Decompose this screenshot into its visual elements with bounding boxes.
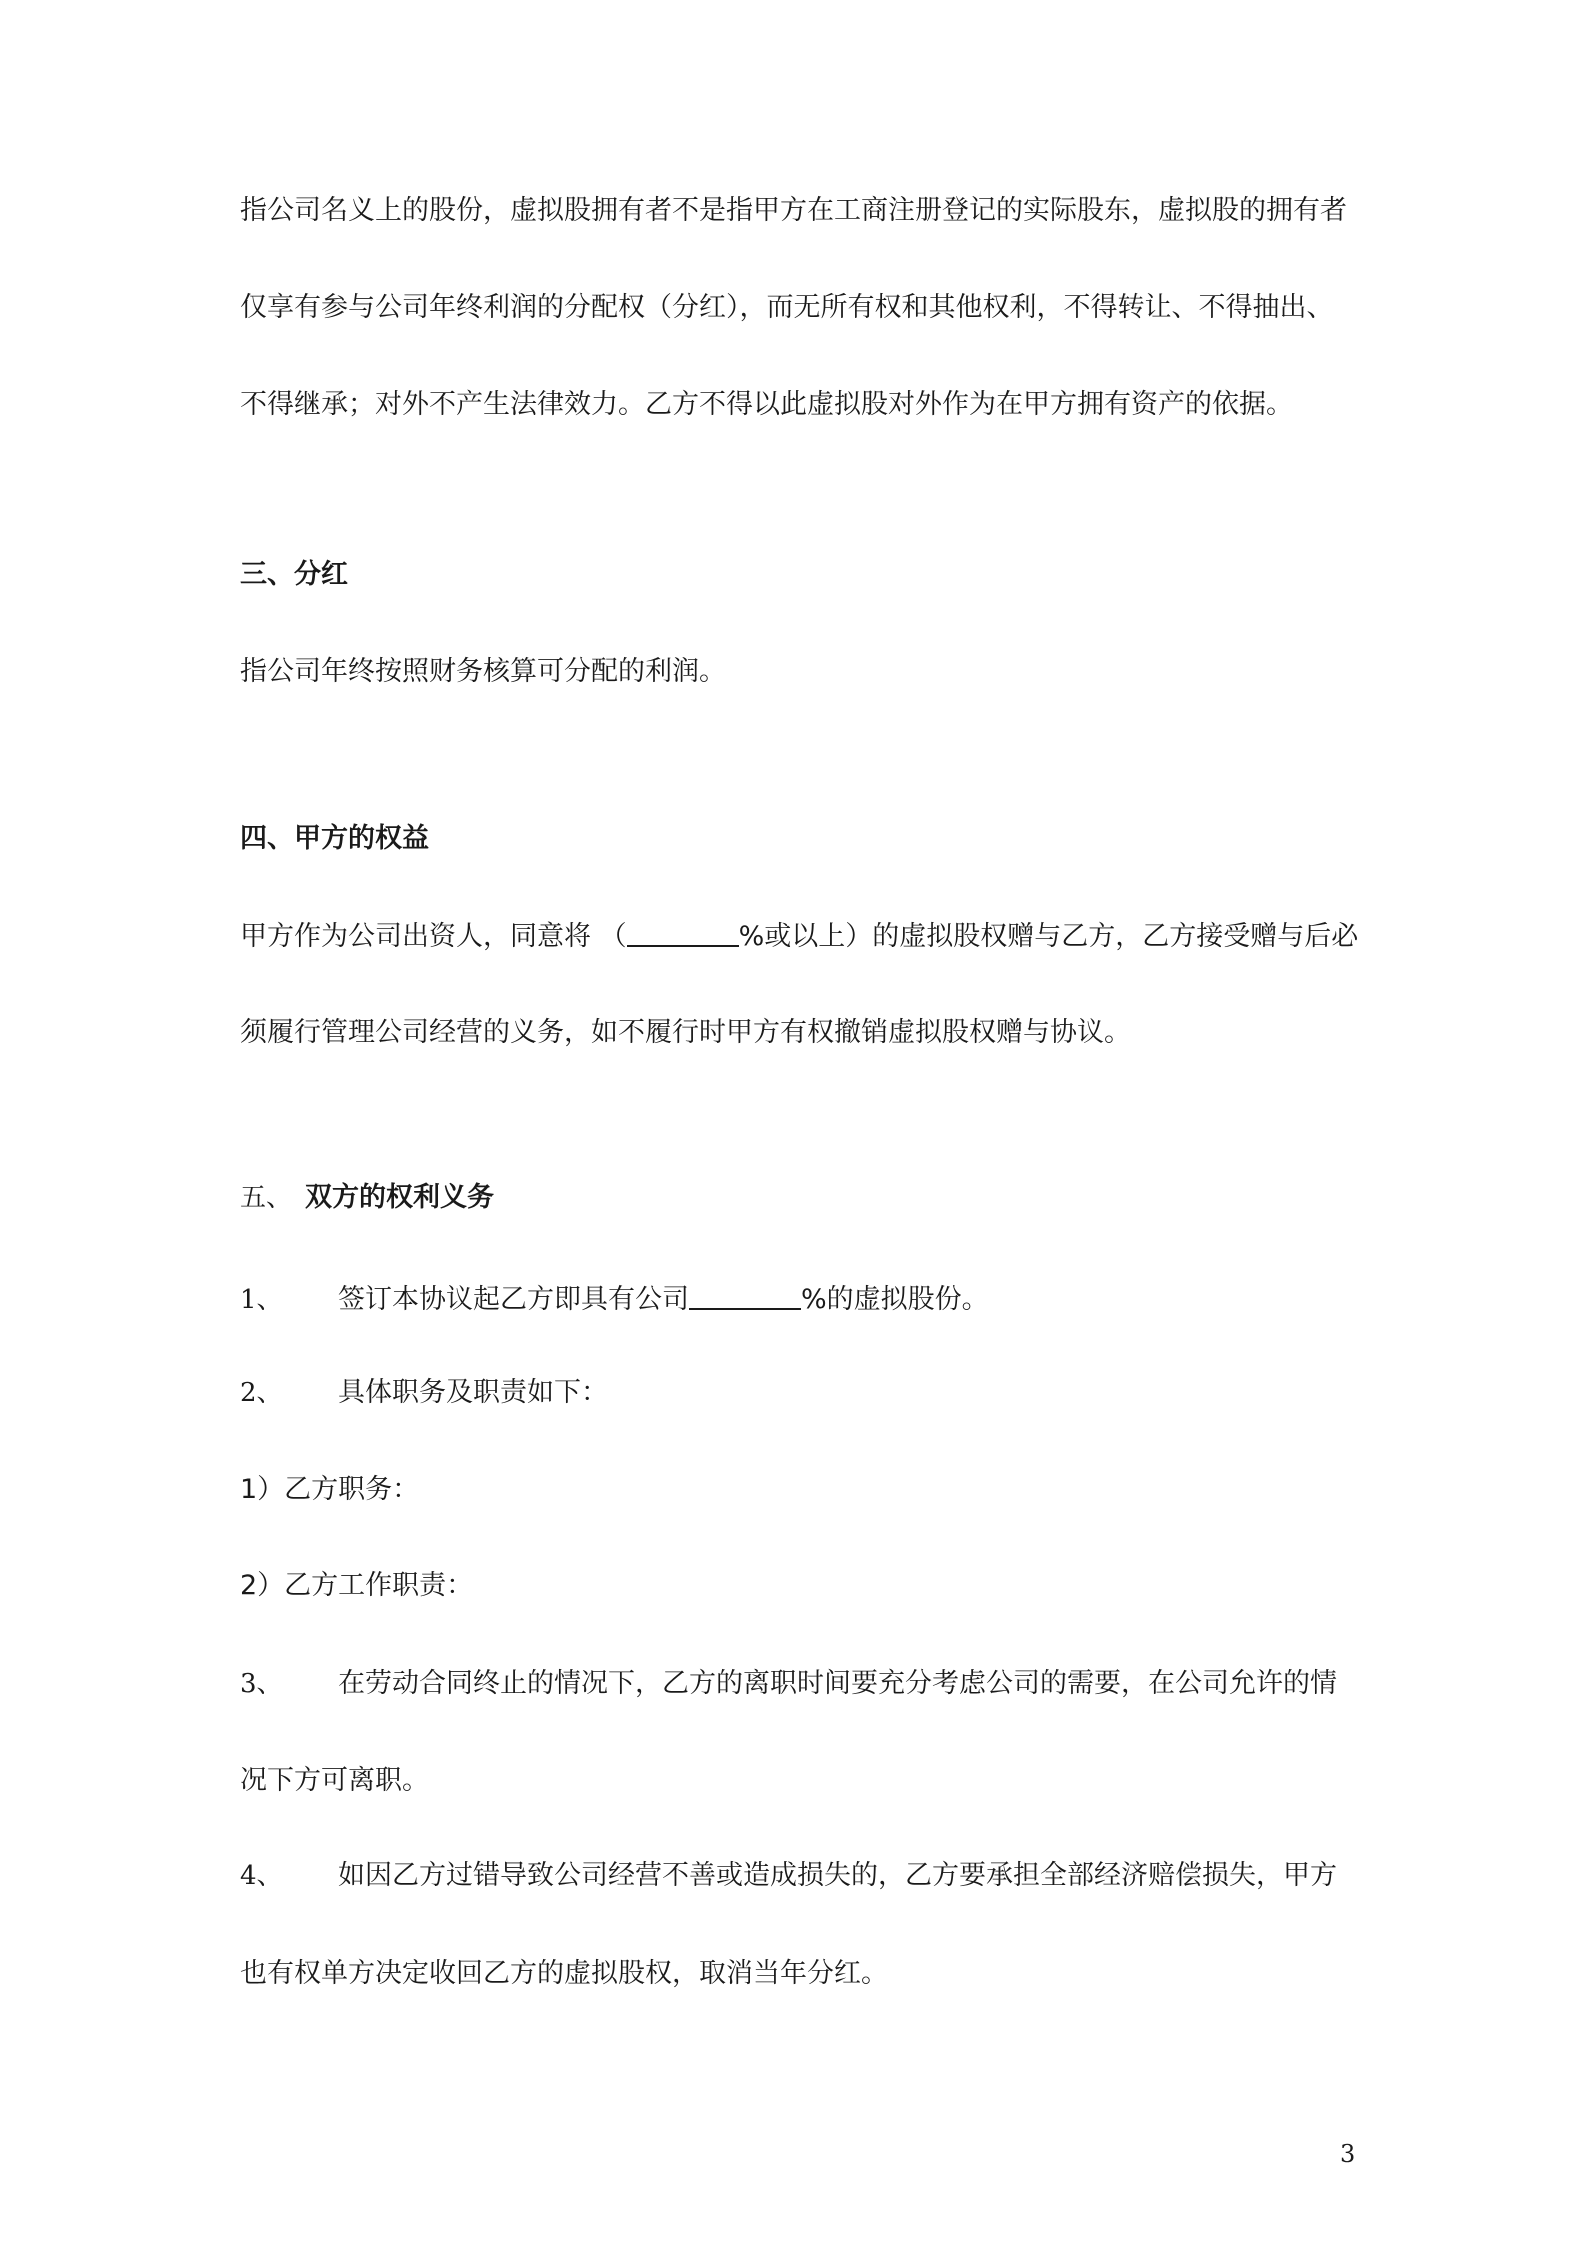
intro-line-3: 不得继承；对外不产生法律效力。乙方不得以此虚拟股对外作为在甲方拥有资产的依据。 bbox=[240, 389, 1293, 420]
section-3-text: 指公司年终按照财务核算可分配的利润。 bbox=[240, 656, 726, 687]
item-4-line-2: 也有权单方决定收回乙方的虚拟股权，取消当年分红。 bbox=[240, 1958, 888, 1989]
item-1-text-b: %的虚拟股份。 bbox=[801, 1284, 989, 1315]
item-4-line-1: 如因乙方过错导致公司经营不善或造成损失的，乙方要承担全部经济赔偿损失，甲方 bbox=[338, 1860, 1337, 1891]
section-4-line-2: 须履行管理公司经营的义务，如不履行时甲方有权撤销虚拟股权赠与协议。 bbox=[240, 1017, 1131, 1048]
sub-item-2: 2）乙方工作职责： bbox=[240, 1570, 474, 1601]
intro-line-1: 指公司名义上的股份，虚拟股拥有者不是指甲方在工商注册登记的实际股东，虚拟股的拥有者 bbox=[240, 195, 1347, 226]
item-4-number: 4、 bbox=[240, 1861, 283, 1891]
section-5-heading: 双方的权利义务 bbox=[305, 1182, 494, 1213]
page-number: 3 bbox=[1340, 2140, 1356, 2168]
intro-line-2: 仅享有参与公司年终利润的分配权（分红），而无所有权和其他权利，不得转让、不得抽出、 bbox=[240, 292, 1334, 323]
item-1-text bbox=[338, 1283, 989, 1317]
section-5-heading-number: 五、 bbox=[240, 1183, 293, 1213]
item-1-text-a: 签订本协议起乙方即具有公司 bbox=[338, 1284, 689, 1315]
fill-in-blank bbox=[689, 1284, 801, 1310]
item-3-line-1: 在劳动合同终止的情况下，乙方的离职时间要充分考虑公司的需要，在公司允许的情 bbox=[338, 1668, 1337, 1699]
sub-item-1: 1）乙方职务： bbox=[240, 1474, 420, 1505]
item-2-text: 具体职务及职责如下： bbox=[338, 1377, 608, 1408]
section-4-line-1-b: %或以上）的虚拟股权赠与乙方，乙方接受赠与后必 bbox=[738, 921, 1359, 952]
item-3-line-2: 况下方可离职。 bbox=[240, 1765, 429, 1796]
fill-in-blank bbox=[627, 921, 739, 947]
section-4-line-1-a: 甲方作为公司出资人，同意将 （ bbox=[240, 921, 627, 952]
section-3-heading: 三、分红 bbox=[240, 559, 348, 590]
item-3-number: 3、 bbox=[240, 1669, 283, 1699]
item-1-number: 1、 bbox=[240, 1285, 283, 1315]
section-4-heading: 四、甲方的权益 bbox=[240, 823, 429, 854]
section-4-line-1 bbox=[240, 920, 1358, 954]
item-2-number: 2、 bbox=[240, 1378, 283, 1408]
